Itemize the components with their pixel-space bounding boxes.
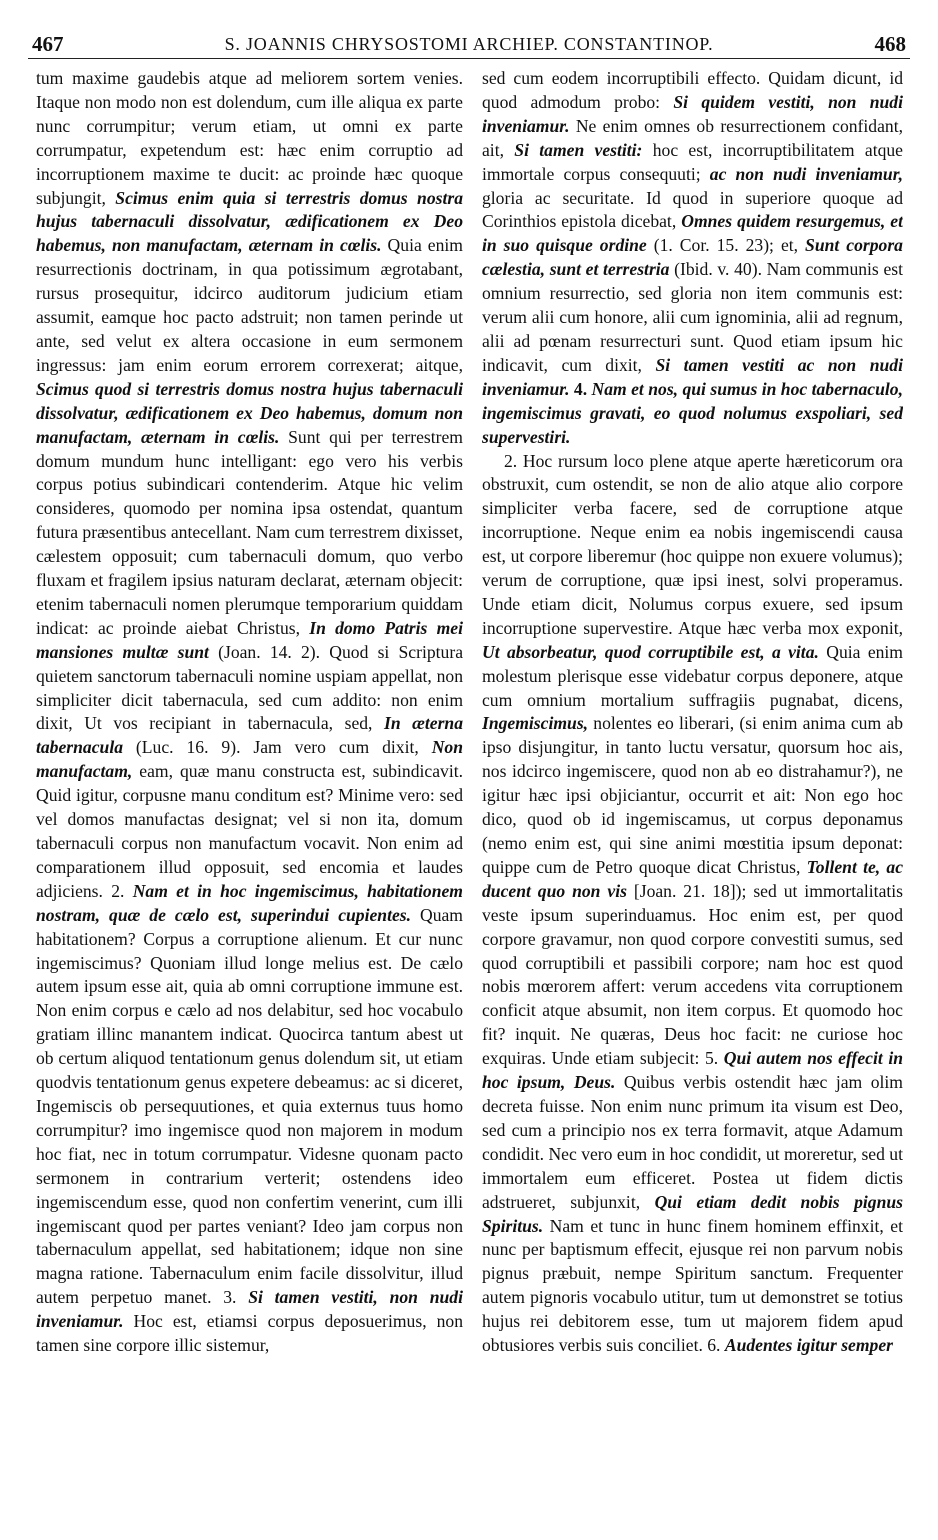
scripture-quote: Audentes igitur semper [724, 1335, 893, 1356]
text-run: nolentes eo liberari, (si enim anima cum ab ipso disjungitur, in tanto luctu versatur, quorsum hoc ais, nos idcirco ingemiscere, quod non ab eo distrahamur?), ne igitur hæc ipsi objiciantur, occurrit et ait: Non ego hoc dico, quod ob id ingemiscamus, ut corpus deponamus (nemo enim est, qui sine animi mœstitia ipsum deponat: quippe cum de Petro quoque dicat Christus, [482, 713, 903, 877]
text-run: Sunt qui per terrestrem domum mundum hunc intelligant: ego vero his verbis corpus potius subindicari contenderim. Atque hic velim consideres, quomodo per nomina ipsa ostendat, quantum futura præsentibus antecellant. Nam cum terrestrem dixisset, cælestem opposuit; cum tabernaculi domum, quo verbo fluxam et fragilem ipsius naturam declarat, æternam objecit: etenim tabernaculi nomen plerumque temporarium quiddam indicat: ac proinde aiebat Christus, [36, 426, 463, 638]
scripture-quote: Nam et in hoc ingemiscimus, habitationem nostram, quæ de cælo est, superindui cupientes. [36, 880, 463, 925]
left-column-text [36, 67, 463, 1358]
text-run: (Luc. 16. 9). Jam vero cum dixit, [123, 737, 432, 758]
scripture-quote: Nam et nos, qui sumus in hoc tabernaculo, ingemiscimus gravati, eo quod nolumus exspoliari, sed supervestiri. [482, 378, 903, 447]
text-run: (Ibid. v. 40). Nam communis est omnium resurrectio, sed gloria non item communis est: verum alii cum honore, alii cum ignominia, alii ad regnum, alii ad pœnam resurrecturi sunt. Quod etiam ipsum hic indicavit, cum dixit, [482, 259, 903, 375]
text-run: Quibus verbis ostendit hæc jam olim decreta fuisse. Non enim nunc primum ita visum est Deo, sed cum a principio nos ex terra formavit, atque Adamum condidit. Nec vero eum in hoc condidit, ut moreretur, sed ut immortalem eum efficeret. Postea ut fidem dictis adstrueret, subjunxit, [482, 1072, 903, 1212]
scripture-quote: Non manufactam, [36, 737, 463, 782]
left-column [36, 67, 463, 1529]
text-run: hoc est, incorruptibilitatem atque immortale corpus consequuti; [482, 139, 903, 184]
scripture-quote: ac non nudi inveniamur, [709, 163, 903, 184]
scripture-quote: Scimus quod si terrestris domus nostra hujus tabernaculi dissolvatur, ædificationem ex Deo habemus, domum non manufactam, æternam in cœlis. [36, 378, 463, 447]
text-run: eam, quæ manu constructa est, subindicavit. Quid igitur, corpusne manu conditum est? Minime vero: sed vel domos manufactas designat; vel si non ita, domum tabernaculi corpus non manufactum vocavit. Non enim ad comparationem illud opposuit, sed encomia et laudes adjiciens. 2. [36, 761, 463, 901]
text-run: [Joan. 21. 18]); sed ut immortalitatis veste ipsum superinduamus. Hoc enim est, per quod corpore gravamur, non quod corpore convestiti sumus, sed quod corruptibili et passibili corpore; nam hoc est quod nobis mœrorem affert: verum accedens vita corruptionem conficit atque absumit, non item corpus. Et quomodo hoc fit? inquit. Ne quæras, Deus hoc facit: ne curiose hoc exquiras. Unde etiam subjecit: 5. [482, 880, 903, 1069]
scripture-quote: Tollent te, ac ducent quo non vis [482, 856, 903, 901]
scripture-quote: Si tamen vestiti ac non nudi inveniamur. [482, 354, 903, 399]
scripture-quote: In domo Patris mei mansiones multæ sunt [36, 617, 463, 662]
scripture-quote: Ut absorbeatur, quod corruptibile est, a vita. [482, 641, 819, 662]
text-run: gloria ac securitate. Id quod in superiore quoque ad Corinthios epistola dicebat, [482, 187, 903, 232]
scripture-quote: In æterna tabernacula [36, 713, 463, 758]
text-run: (1. Cor. 15. 23); et, [646, 235, 806, 256]
scripture-quote: Ingemiscimus, [482, 713, 589, 734]
page-number-right: 468 [874, 32, 906, 56]
scripture-quote: Si tamen vestiti: [514, 139, 643, 160]
text-run: Hoc est, etiamsi corpus deposuerimus, non tamen sine corpore illic sistemur, [36, 1311, 463, 1356]
scripture-quote: Sunt corpora cælestia, sunt et terrestria [482, 235, 903, 280]
right-column-paragraph [482, 450, 903, 1358]
scripture-quote: Qui autem nos effecit in hoc ipsum, Deus. [482, 1048, 903, 1093]
running-header [28, 28, 910, 59]
text-run: Ne enim omnes ob resurrectionem confidant, ait, [482, 115, 903, 160]
text-run: tum maxime gaudebis atque ad meliorem sortem venies. Itaque non modo non est dolendum, cum ille aliqua ex parte nunc corrumpitur; verum etiam, ut omni ex parte corrumpatur, expetendum est: hæc enim corruptio ad incorruptionem maxime te ducit: ac proinde hæc quoque subjungit, [36, 68, 463, 208]
text-run: Quia enim resurrectionis doctrinam, in qua potissimum ægrotabant, rursus prosequitur, idcirco auditorum judicium etiam assumit, eamque hoc pacto adstruit; non tamen perinde ut ante, sed velut ex altera occasione in eum sermonem ingressus: jam enim eorum errorem correxerat; aitque, [36, 235, 463, 375]
running-title: S. JOANNIS CHRYSOSTOMI ARCHIEP. CONSTANTINOP. [224, 34, 714, 54]
right-column [482, 67, 903, 1529]
page-number-left: 467 [32, 32, 64, 56]
text-run: Quam habitationem? Corpus a corruptione alienum. Et cur nunc ingemiscimus? Quoniam illud longe melius est. De cælo autem ipsum esse ait, quia ab omni corruptione immune est. Non enim corpus e cælo ad nos delabitur, sed hoc vocabulo gratiam illinc manantem indicat. Quocirca tantum abest ut ob certum aliquod tentationum genus dolendum sit, ut etiam quodvis tentationum genus expetere debeamus: ac si diceret, Ingemiscis ob persequutiones, et quia externus tuus homo corrumpitur? imo ingemisce quod non majorem in modum hoc fiat, nec in totum corrumpatur. Videsne quonam pacto sermonem in contrarium verterit; ostendens ideo ingemiscendum esse, quod non confertim venerint, cum illi ingemiscant quod per partes veniant? Ideo jam corpus non tabernaculum appellat, sed habitationem; idque non sine magna ratione. Tabernaculum enim facile dissolvitur, illud autem perpetuo manet. 3. [36, 904, 463, 1308]
scripture-quote: Scimus enim quia si terrestris domus nostra hujus tabernaculi dissolvatur, ædificationem ex Deo habemus, non manufactam, æternam in cœlis. [36, 187, 463, 256]
text-run: Quia enim molestum plerisque esse videbatur corpus deponere, atque cum omnium mortalium suffragiis pugnabat, dicens, [482, 641, 903, 710]
scripture-quote: Omnes quidem resurgemus, et in suo quisque ordine [482, 211, 903, 256]
text-run: Nam et tunc in hunc finem hominem effinxit, et nunc per baptismum effecit, ejusque rei non parvum nobis pignus præbuit, nempe Spiritum sanctum. Frequenter autem pignoris vocabulo utitur, tum ut demonstret se totius hujus rei debitorem esse, tum ut majorem fidem apud obtusiores verbis suis conciliet. 6. [482, 1215, 903, 1356]
scripture-quote: Si quidem vestiti, non nudi inveniamur. [482, 91, 903, 136]
text-run: (Joan. 14. 2). Quod si Scriptura quietem sanctorum tabernaculi nomine uspiam appellat, non simpliciter dicit tabernacula, sed cum addito: non enim dixit, Ut vos recipiant in tabernacula, sed, [36, 641, 463, 734]
right-column-paragraph [482, 67, 903, 450]
text-run: 2. Hoc rursum loco plene atque aperte hæreticorum ora obstruxit, cum ostendit, se non de alio atque alio corpore simpliciter verba facere, sed de corruptione atque incorruptione. Neque enim ea nobis ingemiscendi causa est, ut corpore liberemur (hoc quippe non exuere volumus); verum de corruptione, quæ ipsi inest, solvi properamus. Unde etiam dicit, Nolumus corpus exuere, sed ipsum incorruptione supervestire. Atque hæc verba mox exponit, [482, 450, 903, 638]
scripture-quote: Qui etiam dedit nobis pignus Spiritus. [482, 1191, 903, 1236]
text-run: sed cum eodem incorruptibili effecto. Quidam dicunt, id quod admodum probo: [482, 68, 903, 112]
verse-number: 4. [569, 378, 592, 399]
scripture-quote: Si tamen vestiti, non nudi inveniamur. [36, 1287, 463, 1332]
